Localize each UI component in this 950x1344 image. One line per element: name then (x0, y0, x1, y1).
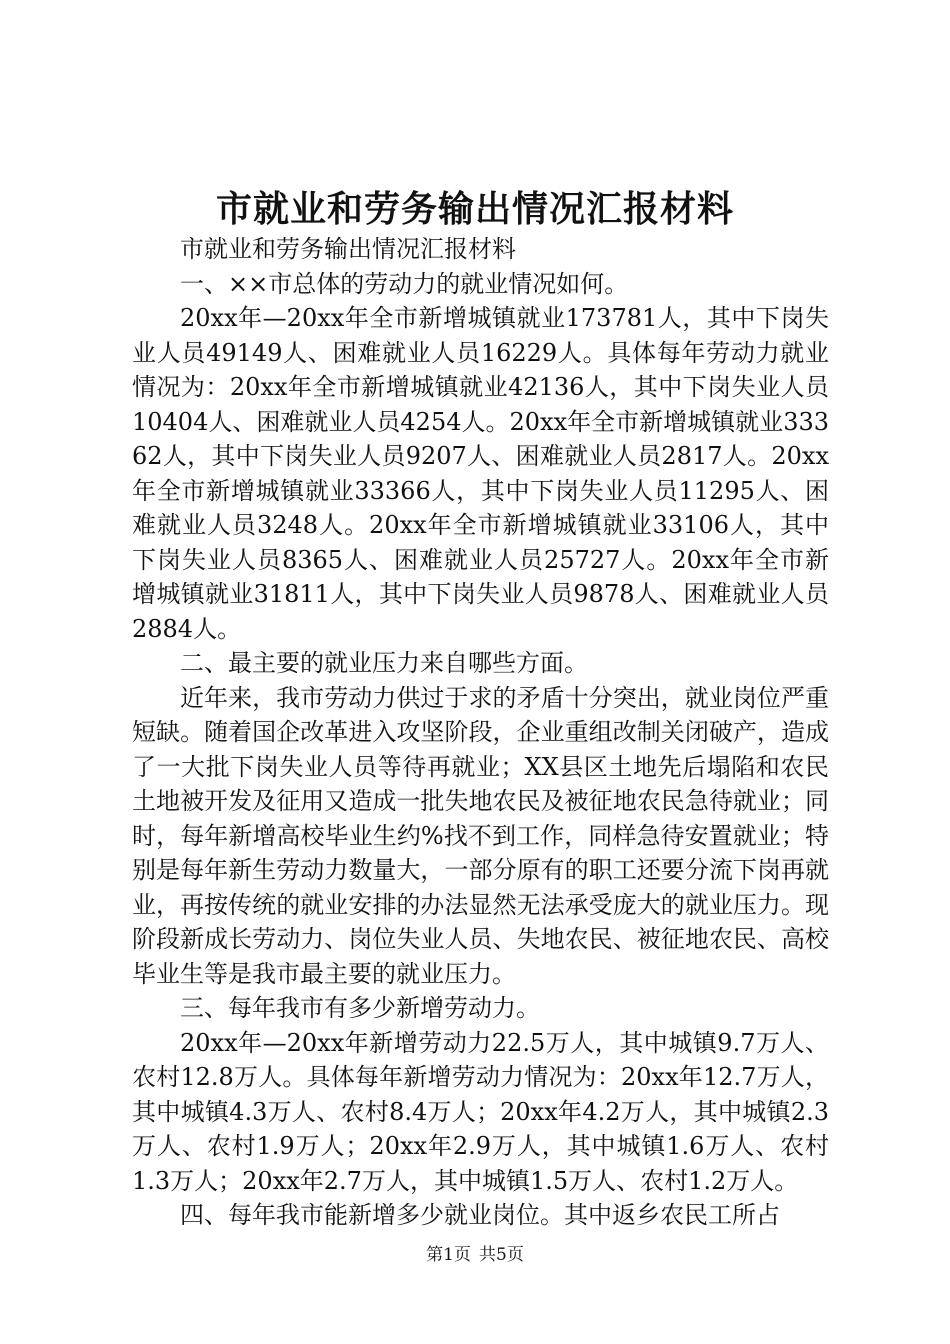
paragraph-new-labor: 20xx年—20xx年新增劳动力22.5万人，其中城镇9.7万人、农村12.8万人。具体每年新增劳动力情况为：20xx年12.7万人，其中城镇4.3万人、农村8.4万人；20xx年4.2万人，其中城镇2.3万人、农村1.9万人；20xx年2.9万人，其中城镇1.6万人、农村1.3万人；20xx年2.7万人，其中城镇1.5万人、农村1.2万人。 (132, 1028, 829, 1195)
paragraph-subtitle: 市就业和劳务输出情况汇报材料 (180, 235, 516, 263)
section-heading-1: 一、××市总体的劳动力的就业情况如何。 (180, 269, 629, 298)
section-heading-3: 三、每年我市有多少新增劳动力。 (180, 994, 540, 1022)
paragraph-employment-stats: 20xx年—20xx年全市新增城镇就业173781人，其中下岗失业人员49149人、困难就业人员16229人。具体每年劳动力就业情况为：20xx年全市新增城镇就业42136人，其中下岗失业人员10404人、困难就业人员4254人。20xx年全市新增城镇就业33362人，其中下岗失业人员9207人、困难就业人员2817人。20xx年全市新增城镇就业33366人，其中下岗失业人员11295人、困难就业人员3248人。20xx年全市新增城镇就业33106人，其中下岗失业人员8365人、困难就业人员25727人。20xx年全市新增城镇就业31811人，其中下岗失业人员9878人、困难就业人员2884人。 (132, 304, 829, 643)
page-number: 第1页 (426, 1245, 471, 1265)
page-total: 共5页 (479, 1245, 524, 1265)
section-heading-4: 四、每年我市能新增多少就业岗位。其中返乡农民工所占 (180, 1201, 780, 1229)
paragraph-employment-pressure: 近年来，我市劳动力供过于求的矛盾十分突出，就业岗位严重短缺。随着国企改革进入攻坚阶段，企业重组改制关闭破产，造成了一大批下岗失业人员等待再就业；XX县区土地先后塌陷和农民土地被开发及征用又造成一批失地农民及被征地农民急待就业；同时，每年新增高校毕业生约%找不到工作，同样急待安置就业；特别是每年新生劳动力数量大，一部分原有的职工还要分流下岗再就业，再按传统的就业安排的办法显然无法承受庞大的就业压力。现阶段新成长劳动力、岗位失业人员、失地农民、被征地农民、高校毕业生等是我市最主要的就业压力。 (132, 683, 829, 988)
document-title: 市就业和劳务输出情况汇报材料 (215, 188, 734, 230)
section-heading-2: 二、最主要的就业压力来自哪些方面。 (180, 649, 588, 677)
document-body (132, 232, 829, 1233)
page-footer (0, 1243, 950, 1267)
